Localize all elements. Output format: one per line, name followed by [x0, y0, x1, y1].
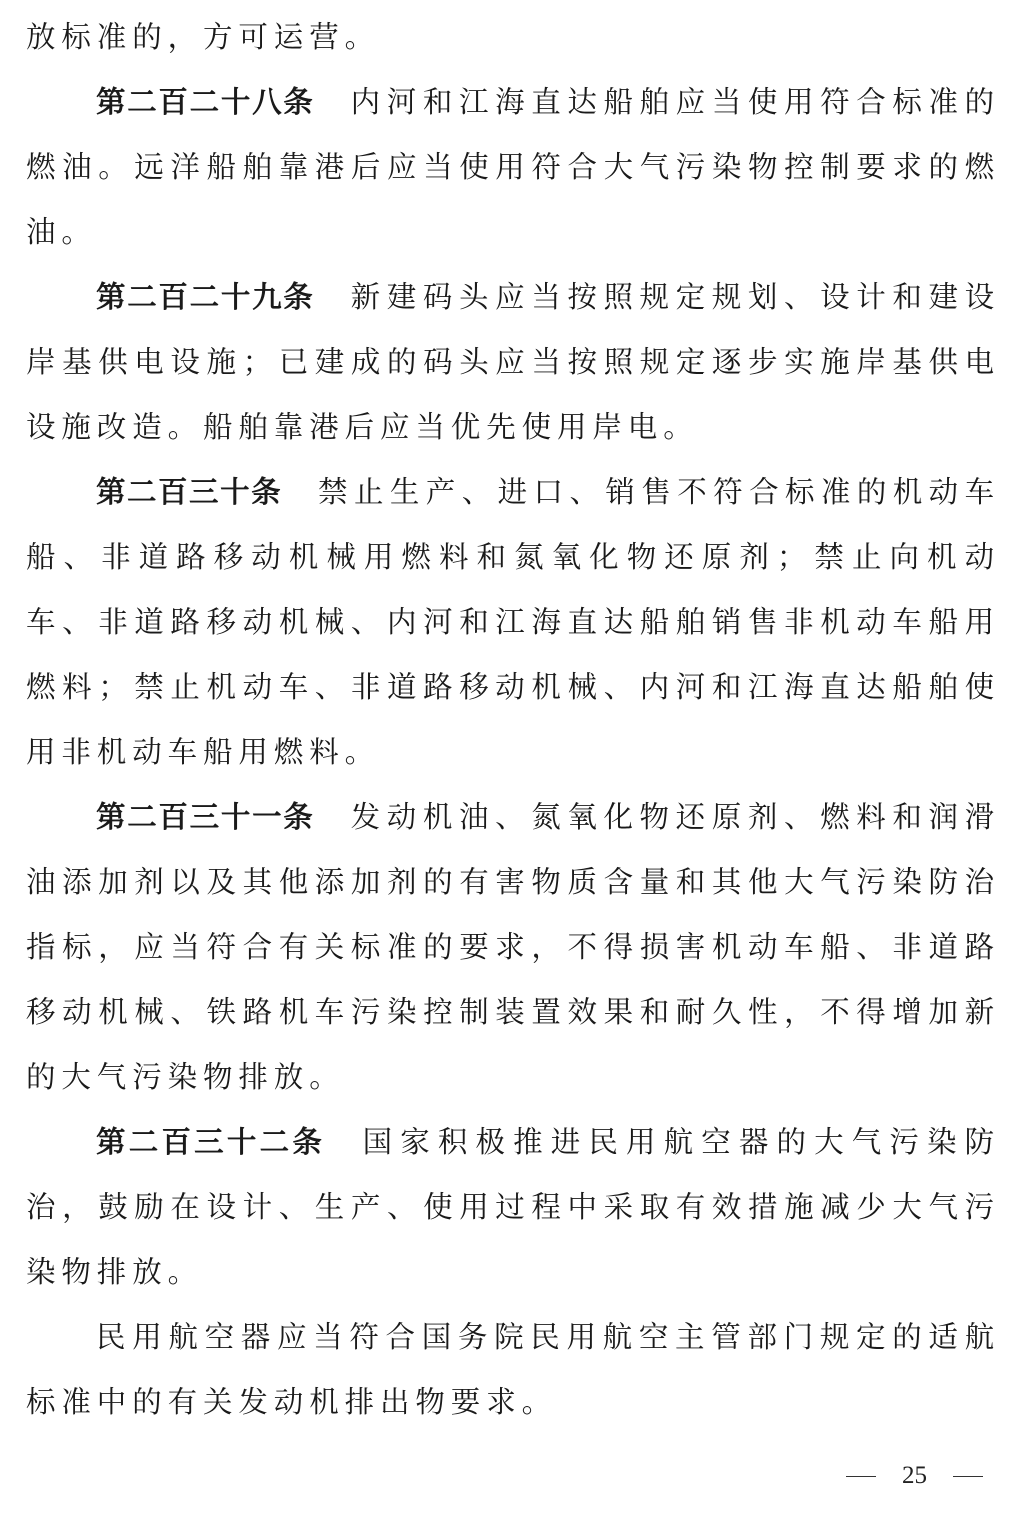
article-text: 禁止生产、进口、销售不符合标准的机动车船、非道路移动机械用燃料和氮氧化物还原剂；禁止向机动车、非道路移动机械、内河和江海直达船舶销售非机动车船用燃料；禁止机动车、非道路移动机械、内河和江海直达船舶使用非机动车船用燃料。 — [26, 475, 1000, 769]
article-text: 国家积极推进民用航空器的大气污染防治，鼓励在设计、生产、使用过程中采取有效措施减少大气污染物排放。 — [26, 1125, 1000, 1289]
article-231 — [26, 785, 1000, 1110]
page-footer — [846, 1456, 983, 1496]
paragraph-text: 放标准的，方可运营。 — [26, 20, 381, 54]
paragraph-aircraft-standard — [26, 1305, 1000, 1435]
article-230 — [26, 460, 1000, 785]
article-text: 新建码头应当按照规定规划、设计和建设岸基供电设施；已建成的码头应当按照规定逐步实施岸基供电设施改造。船舶靠港后应当优先使用岸电。 — [26, 280, 1000, 444]
article-229 — [26, 265, 1000, 460]
article-heading: 第二百三十一条 — [96, 800, 315, 834]
article-232 — [26, 1110, 1000, 1305]
footer-left-dash — [846, 1476, 876, 1477]
page-number: 25 — [902, 1462, 927, 1489]
document-body — [26, 8, 1000, 1435]
paragraph-continuation — [26, 5, 1000, 70]
article-heading: 第二百二十九条 — [96, 280, 315, 314]
article-heading: 第二百三十二条 — [96, 1125, 326, 1159]
article-text: 发动机油、氮氧化物还原剂、燃料和润滑油添加剂以及其他添加剂的有害物质含量和其他大气污染防治指标，应当符合有关标准的要求，不得损害机动车船、非道路移动机械、铁路机车污染控制装置效果和耐久性，不得增加新的大气污染物排放。 — [26, 800, 1000, 1094]
article-228 — [26, 70, 1000, 265]
footer-right-dash — [953, 1476, 983, 1477]
article-heading: 第二百三十条 — [96, 475, 283, 509]
article-text: 内河和江海直达船舶应当使用符合标准的燃油。远洋船舶靠港后应当使用符合大气污染物控制要求的燃油。 — [26, 85, 1000, 249]
article-heading: 第二百二十八条 — [96, 85, 315, 119]
paragraph-text: 民用航空器应当符合国务院民用航空主管部门规定的适航标准中的有关发动机排出物要求。 — [26, 1320, 1000, 1419]
